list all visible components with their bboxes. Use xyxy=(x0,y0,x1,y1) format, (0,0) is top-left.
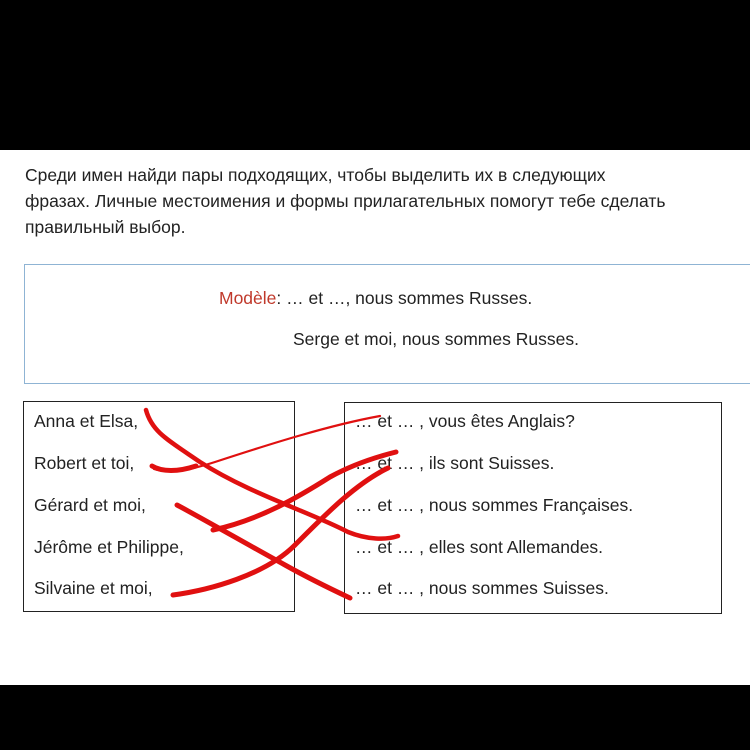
model-label: Modèle xyxy=(219,288,277,308)
name-item: Gérard et moi, xyxy=(34,495,146,515)
phrase-item: … et … , elles sont Allemandes. xyxy=(355,537,604,557)
instructions-line-3: правильный выбор. xyxy=(25,217,186,237)
instructions xyxy=(25,162,750,240)
name-item: Silvaine et moi, xyxy=(34,578,153,598)
worksheet xyxy=(0,150,750,685)
names-box xyxy=(23,401,295,612)
name-item: Robert et toi, xyxy=(34,453,135,473)
phrase-item: … et … , nous sommes Françaises. xyxy=(355,495,634,515)
instructions-line-1: Среди имен найди пары подходящих, чтобы выделить их в следующих xyxy=(25,165,606,185)
model-example: Serge et moi, nous sommes Russes. xyxy=(293,329,579,349)
model-pattern: : … et …, nous sommes Russes. xyxy=(276,288,533,308)
model-box xyxy=(24,264,750,384)
model-pattern-line xyxy=(219,288,532,309)
name-item: Jérôme et Philippe, xyxy=(34,537,184,557)
name-item: Anna et Elsa, xyxy=(34,411,139,431)
phrase-item: … et … , vous êtes Anglais? xyxy=(355,411,575,431)
phrase-item: … et … , ils sont Suisses. xyxy=(355,453,555,473)
instructions-line-2: фразах. Личные местоимения и формы прилагательных помогут тебе сделать xyxy=(25,191,666,211)
phrases-box xyxy=(344,402,722,614)
phrase-item: … et … , nous sommes Suisses. xyxy=(355,578,609,598)
